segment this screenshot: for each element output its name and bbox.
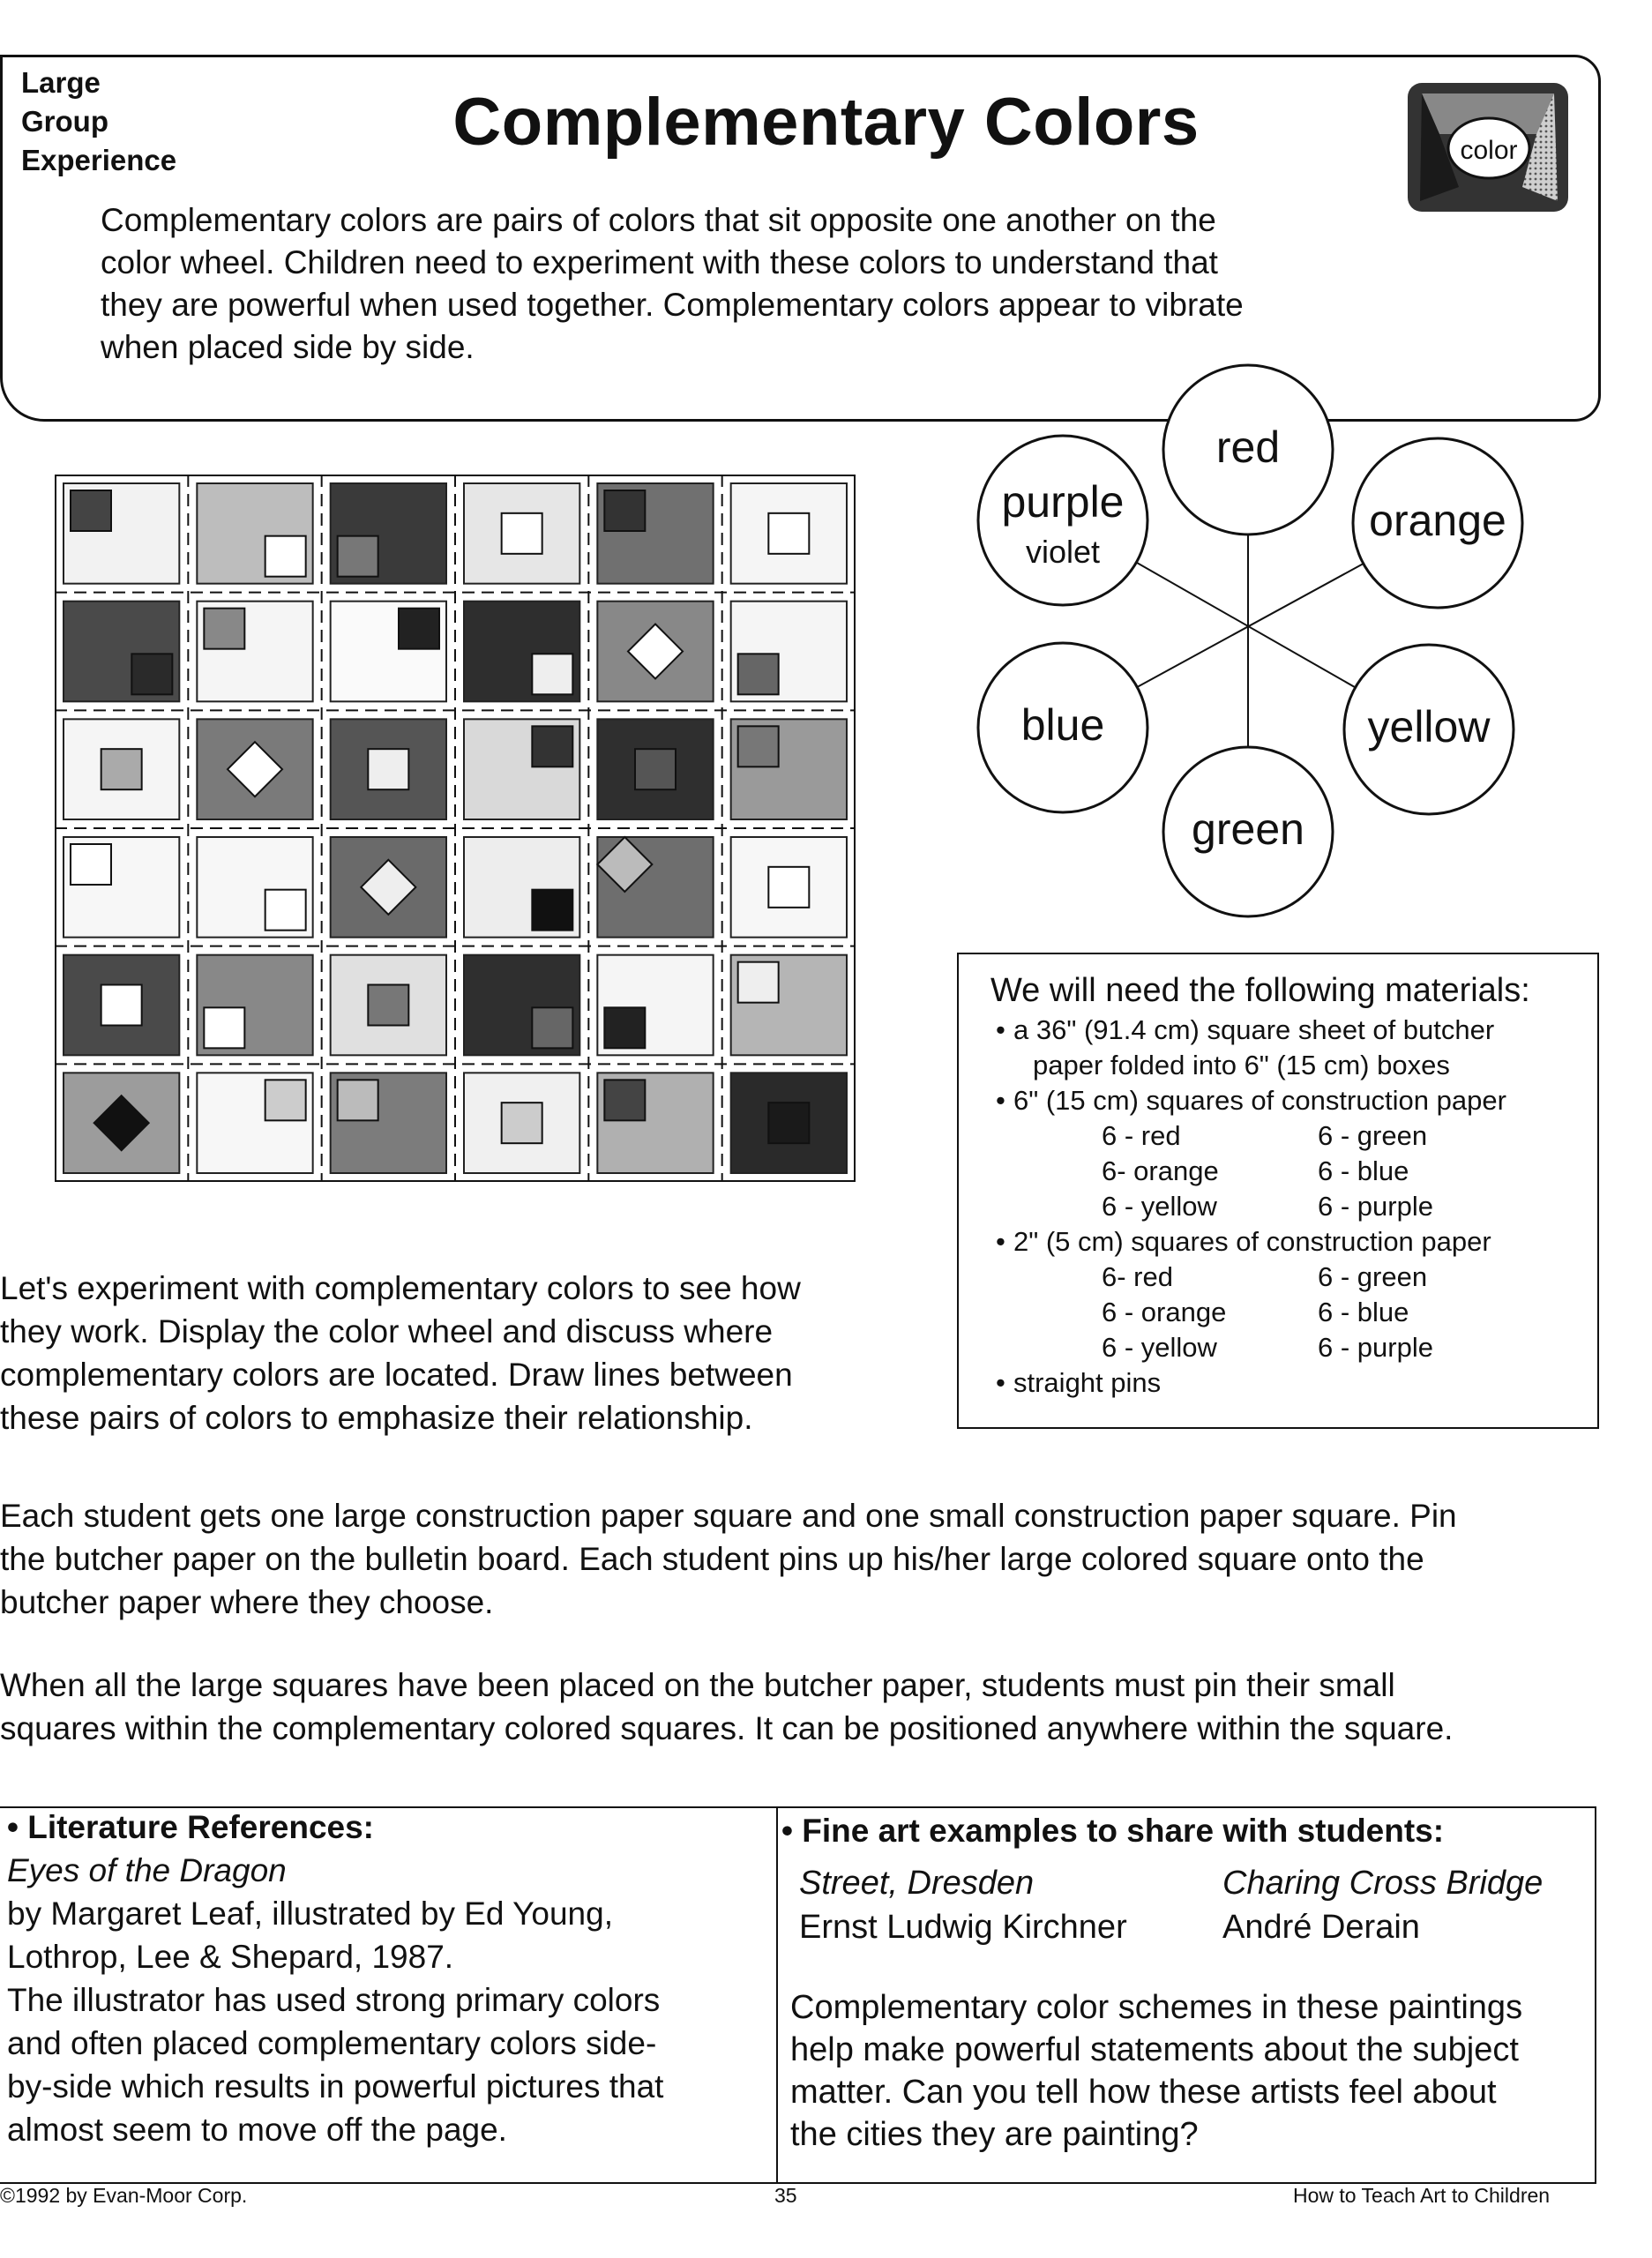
artwork-artist: André Derain xyxy=(1222,1909,1420,1946)
intro-text: Complementary colors are pairs of colors that sit opposite one another on the color wheel. Children need to experiment with these colors to understand that they are powerful when used together. Complementary colors appear to vibrate when placed side by side. xyxy=(101,202,1244,365)
fine-art-works xyxy=(799,1861,1593,1949)
page-title: Complementary Colors xyxy=(452,85,1200,160)
wheel-color-red xyxy=(1163,365,1333,535)
book-title: Eyes of the Dragon xyxy=(7,1852,287,1888)
wheel-label: blue xyxy=(1020,700,1105,750)
color-wheel-diagram xyxy=(948,348,1627,939)
wheel-color-green xyxy=(1163,747,1333,916)
group-label: Large Group Experience xyxy=(21,66,177,176)
wheel-label: red xyxy=(1215,422,1281,472)
paragraph-small-squares: When all the large squares have been placed on the butcher paper, students must pin their small squares within the complementary colored squares. It can be positioned anywhere within the square. xyxy=(0,1667,1454,1746)
color-badge-icon xyxy=(1406,81,1570,213)
literature-references: • Literature References: Eyes of the Dragon by Margaret Leaf, illustrated by Ed Young, Lothrop, Lee & Shepard, 1987. The illustrator has used strong primary colors and often placed complementary colors side- by-side which results in powerful pictures that almost seem to move off the page. xyxy=(7,1806,766,2151)
materials-item: • 2" (5 cm) squares of construction paper xyxy=(996,1226,1491,1257)
small-squares-list: 6- red 6 - green 6 - orange 6 - blue 6 - yellow 6 - purple xyxy=(1102,1261,1433,1363)
wheel-color-orange xyxy=(1353,438,1522,608)
materials-heading: We will need the following materials: xyxy=(990,972,1530,1009)
paragraph-experiment: Let's experiment with complementary colors to see how they work. Display the color wheel and discuss where complementary colors are located. Draw lines between these pairs of colors to emphasize their relationship. xyxy=(0,1270,801,1436)
artwork-title: Charing Cross Bridge xyxy=(1222,1865,1544,1902)
wheel-label: yellow xyxy=(1367,702,1491,751)
artwork-artist: Ernst Ludwig Kirchner xyxy=(799,1909,1127,1946)
wheel-label: purple xyxy=(1001,477,1125,527)
materials-item-cont: paper folded into 6" (15 cm) boxes xyxy=(1033,1050,1450,1080)
wheel-sublabel: violet xyxy=(1025,534,1101,570)
materials-item: • 6" (15 cm) squares of construction paper xyxy=(996,1085,1506,1116)
fine-art-text: Complementary color schemes in these paintings help make powerful statements about the subject matter. Can you tell how these artists feel about the cities they are painting? xyxy=(790,1989,1523,2153)
wheel-label: green xyxy=(1192,804,1304,854)
footer-copyright: ©1992 by Evan-Moor Corp. xyxy=(0,2184,248,2207)
fine-art-heading: • Fine art examples to share with students: xyxy=(781,1813,1445,1849)
footer-page-number: 35 xyxy=(774,2184,797,2207)
materials-item: • straight pins xyxy=(996,1367,1162,1398)
materials-box xyxy=(957,953,1599,1429)
quilt-illustration xyxy=(55,475,856,1182)
wheel-color-blue xyxy=(978,643,1147,812)
wheel-label: orange xyxy=(1369,496,1506,545)
footer-book-title: How to Teach Art to Children xyxy=(1293,2184,1551,2207)
large-squares-list: 6 - red 6 - green 6- orange 6 - blue 6 - yellow 6 - purple xyxy=(1102,1120,1433,1222)
literature-heading: • Literature References: xyxy=(7,1809,374,1845)
badge-text: color xyxy=(1460,136,1518,165)
paragraph-each-student: Each student gets one large construction paper square and one small construction paper square. Pin the butcher paper on the bulletin board. Each student pins up his/her large colored square onto the butcher paper where they choose. xyxy=(0,1498,1457,1620)
references-divider xyxy=(776,1806,778,2184)
materials-item: • a 36" (91.4 cm) square sheet of butcher xyxy=(996,1014,1495,1045)
artwork-title: Street, Dresden xyxy=(799,1865,1035,1902)
wheel-color-yellow xyxy=(1344,645,1514,814)
wheel-color-purple xyxy=(978,436,1147,605)
